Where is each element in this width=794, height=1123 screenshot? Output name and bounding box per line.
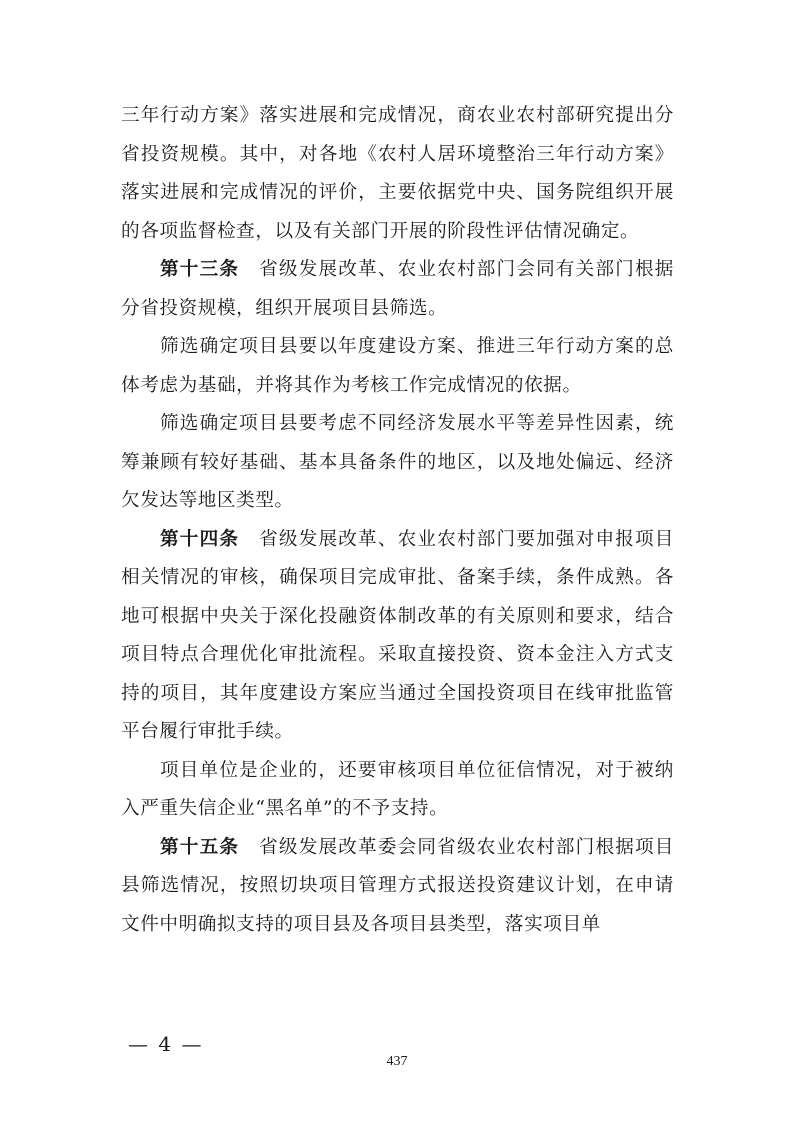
document-body xyxy=(121,97,674,944)
page-number-label: — 4 — xyxy=(128,1032,204,1056)
paragraph-text: 筛选确定项目县要考虑不同经济发展水平等差异性因素，统筹兼顾有较好基础、基本具备条件的地区，以及地处偏远、经济欠发达等地区类型。 xyxy=(121,413,674,511)
article-heading: 第十四条 xyxy=(160,528,240,550)
paragraph xyxy=(121,328,674,405)
print-page-number: 437 xyxy=(386,1054,408,1069)
paragraph-text: 省级发展改革委会同省级农业农村部门根据项目县筛选情况，按照切块项目管理方式报送投资建议计划，在申请文件中明确拟支持的项目县及各项目县类型，落实项目单 xyxy=(121,836,674,935)
paragraph xyxy=(121,405,674,521)
paragraph-text: 省级发展改革、农业农村部门要加强对申报项目相关情况的审核，确保项目完成审批、备案手续，条件成熟。各地可根据中央关于深化投融资体制改革的有关原则和要求，结合项目特点合理优化审批流程。采取直接投资、资本金注入方式支持的项目，其年度建设方案应当通过全国投资项目在线审批监管平台履行审批手续。 xyxy=(121,528,674,742)
article-13 xyxy=(121,251,674,328)
paragraph-continued xyxy=(121,97,674,251)
article-heading: 第十五条 xyxy=(160,836,240,858)
paragraph-text: 项目单位是企业的，还要审核项目单位征信情况，对于被纳入严重失信企业“黑名单”的不予支持。 xyxy=(121,759,674,819)
paragraph-text: 筛选确定项目县要以年度建设方案、推进三年行动方案的总体考虑为基础，并将其作为考核工作完成情况的依据。 xyxy=(121,336,674,396)
article-15 xyxy=(121,829,674,945)
article-heading: 第十三条 xyxy=(160,259,240,280)
article-14 xyxy=(121,521,674,752)
paragraph-text: 三年行动方案》落实进展和完成情况，商农业农村部研究提出分省投资规模。其中，对各地《农村人居环境整治三年行动方案》落实进展和完成情况的评价，主要依据党中央、国务院组织开展的各项监督检查，以及有关部门开展的阶段性评估情况确定。 xyxy=(121,105,674,242)
paragraph-text: 省级发展改革、农业农村部门会同有关部门根据分省投资规模，组织开展项目县筛选。 xyxy=(121,259,674,319)
paragraph xyxy=(121,752,674,829)
